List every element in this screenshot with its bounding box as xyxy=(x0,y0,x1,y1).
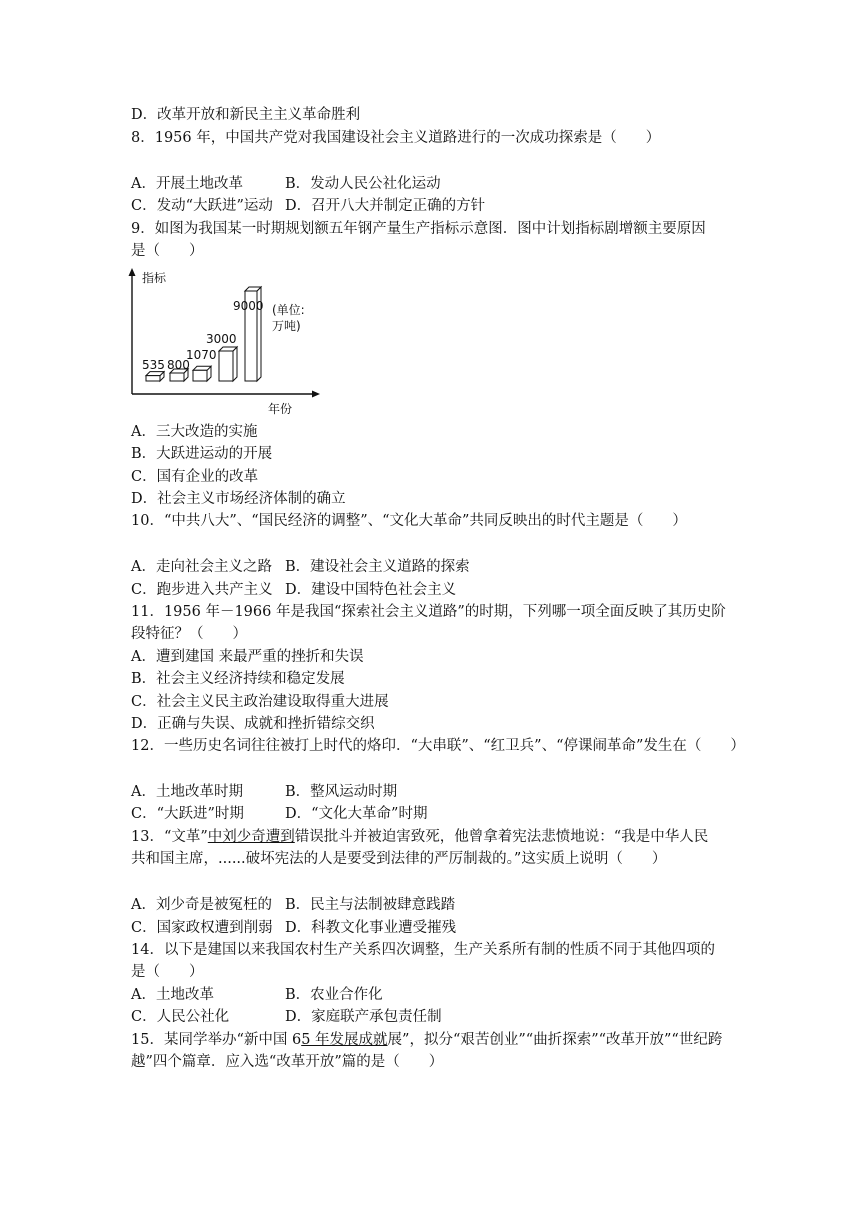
chart-bar-top xyxy=(219,347,237,351)
chart-bars xyxy=(142,287,264,381)
chart-bar-top xyxy=(193,366,211,370)
chart-value-label: 3000 xyxy=(206,332,237,346)
q13-option-b: B．民主与法制被肆意践踏 xyxy=(285,897,456,913)
chart-bar xyxy=(146,376,160,381)
q12-option-d: D．“文化大革命”时期 xyxy=(285,806,428,822)
chart-bar xyxy=(193,370,207,381)
q14-stem-line1: 14．以下是建国以来我国农村生产关系四次调整，生产关系所有制的性质不同于其他四项的 xyxy=(131,942,715,958)
q12-option-b: B．整风运动时期 xyxy=(285,784,398,800)
q12-stem: 12．一些历史名词往往被打上时代的烙印．“大串联”、“红卫兵”、“停课闹革命”发生在（ ） xyxy=(131,738,745,754)
q14-stem-line2: 是（ ） xyxy=(131,964,204,980)
q13-option-c: C．国家政权遭到削弱 xyxy=(131,920,273,936)
q11-option-a: A．遭到建国 来最严重的挫折和失误 xyxy=(131,649,364,665)
q13-option-a: A．刘少奇是被冤枉的 xyxy=(131,897,272,913)
q14-option-b: B．农业合作化 xyxy=(285,987,383,1003)
q15-stem-post: 展”，拟分“艰苦创业”“曲折探索”“改革开放”“世纪跨 xyxy=(387,1032,723,1048)
q14-option-c: C．人民公社化 xyxy=(131,1009,230,1025)
chart-bar xyxy=(170,373,184,381)
q11-stem-line1: 11．1956 年－1966 年是我国“探索社会主义道路”的时期，下列哪一项全面反映了其历史阶 xyxy=(131,604,726,620)
chart-x-label: 年份 xyxy=(268,402,293,416)
q10-option-a: A．走向社会主义之路 xyxy=(131,559,272,575)
q13-option-d: D．科教文化事业遭受摧残 xyxy=(285,920,457,936)
q15-stem-line1 xyxy=(131,1030,722,1050)
chart-unit-line2: 万吨) xyxy=(272,319,301,333)
q9-stem-line1: 9．如图为我国某一时期规划额五年钢产量生产指标示意图．图中计划指标剧增额主要原因 xyxy=(131,221,706,237)
chart-bar xyxy=(219,351,233,381)
q14-option-a: A．土地改革 xyxy=(131,987,214,1003)
q13-stem-underlined: 中刘少奇遭到 xyxy=(207,829,295,845)
q11-option-d: D．正确与失误、成就和挫折错综交织 xyxy=(131,716,375,732)
q8-option-b: B．发动人民公社化运动 xyxy=(285,176,441,192)
chart-value-label: 1070 xyxy=(186,348,217,362)
q8-option-d: D．召开八大并制定正确的方针 xyxy=(285,198,486,214)
q8-stem: 8．1956 年，中国共产党对我国建设社会主义道路进行的一次成功探索是（ ） xyxy=(131,130,661,146)
q11-option-c: C．社会主义民主政治建设取得重大进展 xyxy=(131,694,389,710)
q9-stem-line2: 是（ ） xyxy=(131,243,204,259)
chart-bar-top xyxy=(146,372,164,376)
chart-y-label: 指标 xyxy=(142,271,167,285)
chart-bar-side xyxy=(233,347,237,381)
q9-option-d: D．社会主义市场经济体制的确立 xyxy=(131,491,346,507)
q13-stem-pre: 13．“文革” xyxy=(131,829,208,845)
q12-option-a: A．土地改革时期 xyxy=(131,784,243,800)
q11-option-b: B．社会主义经济持续和稳定发展 xyxy=(131,671,345,687)
chart-value-label: 9000 xyxy=(233,299,264,313)
q11-stem-line2: 段特征？（ ） xyxy=(131,626,247,642)
q8-option-c: C．发动“大跃进”运动 xyxy=(131,198,273,214)
q14-option-d: D．家庭联产承包责任制 xyxy=(285,1009,442,1025)
q9-option-a: A．三大改造的实施 xyxy=(131,424,258,440)
q9-option-c: C．国有企业的改革 xyxy=(131,469,259,485)
steel-production-chart xyxy=(120,268,320,416)
q10-option-b: B．建设社会主义道路的探索 xyxy=(285,559,470,575)
q15-stem-line2: 越”四个篇章．应入选“改革开放”篇的是（ ） xyxy=(131,1054,444,1070)
prev-option-d: D．改革开放和新民主主义革命胜利 xyxy=(131,107,361,123)
chart-y-arrow xyxy=(129,268,136,276)
q15-stem-pre: 15．某同学举办“新中国 6 xyxy=(131,1032,302,1048)
chart-unit-line1: (单位: xyxy=(272,303,305,317)
q10-option-d: D．建设中国特色社会主义 xyxy=(285,582,457,598)
q10-option-c: C．跑步进入共产主义 xyxy=(131,582,273,598)
q13-stem-line1 xyxy=(131,827,708,847)
chart-value-label: 800 xyxy=(167,358,190,372)
q15-stem-underlined: 5 年发展成就 xyxy=(301,1032,388,1048)
chart-x-arrow xyxy=(312,391,320,398)
q13-stem-post: 错误批斗并被迫害致死，他曾拿着宪法悲愤地说：“我是中华人民 xyxy=(294,829,709,845)
q12-option-c: C．“大跃进”时期 xyxy=(131,806,244,822)
q10-stem: 10．“中共八大”、“国民经济的调整”、“文化大革命”共同反映出的时代主题是（ ） xyxy=(131,513,687,529)
q9-option-b: B．大跃进运动的开展 xyxy=(131,446,273,462)
q8-option-a: A．开展土地改革 xyxy=(131,176,243,192)
q13-stem-line2: 共和国主席，......破坏宪法的人是要受到法律的严厉制裁的。”这实质上说明（ ） xyxy=(131,851,667,867)
chart-value-label: 535 xyxy=(142,358,165,372)
